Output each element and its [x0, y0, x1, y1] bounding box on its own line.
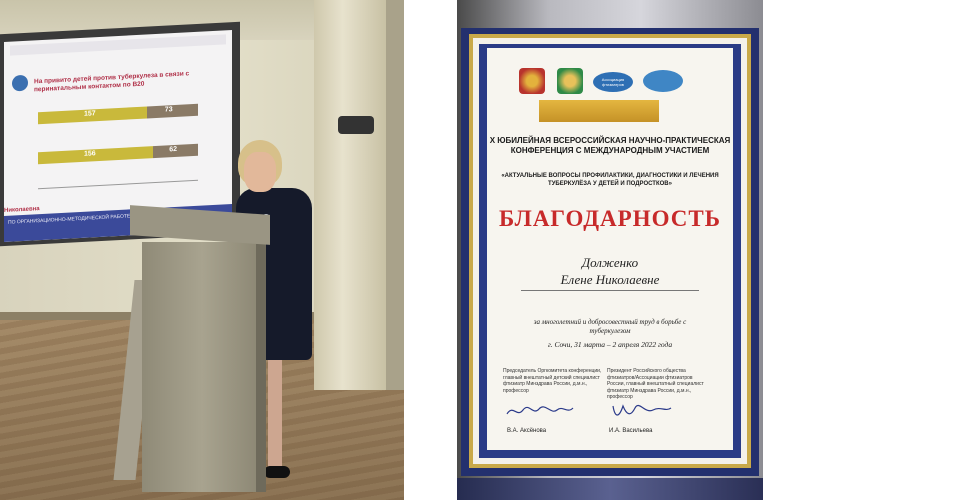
signer-right-role: Президент Российского общества фтизиатров/Ассоциации фтизиатров России, главный внештатный специалист фтизиатр Минздрава России, д.м.н., профессор: [607, 368, 704, 400]
speaker-shoe: [264, 466, 290, 478]
signer-left-role: Председатель Оргкомитета конференции, главный внештатный детский специалист фтизиатр Минздрава России, д.м.н., профессор: [503, 368, 602, 394]
speaker-face: [244, 152, 276, 192]
slide-footer-text: ПО ОРГАНИЗАЦИОННО-МЕТОДИЧЕСКОЙ РАБОТЕ: [8, 213, 131, 226]
russia-coat-of-arms-icon: [519, 68, 545, 94]
slide-bar-value: 156: [84, 150, 96, 158]
society-logo-icon: [643, 70, 683, 92]
recipient-given-names: Елене Николаевне: [560, 272, 660, 287]
recipient-name: [487, 254, 733, 288]
signer-right-name: И.А. Васильева: [609, 428, 653, 434]
slide-axis: [38, 180, 198, 189]
speaker-leg: [268, 360, 282, 470]
conference-photo: [0, 0, 404, 500]
conference-theme: «АКТУАЛЬНЫЕ ВОПРОСЫ ПРОФИЛАКТИКИ, ДИАГНОСТИКИ И ЛЕЧЕНИЯ ТУБЕРКУЛЁЗА У ДЕТЕЙ И ПОДРОСТКОВ»: [501, 173, 719, 187]
slide-bar-segment-b: [153, 144, 198, 158]
podium: [142, 242, 262, 492]
recipient-surname: Долженко: [581, 255, 639, 270]
krasnodar-coat-of-arms-icon: [557, 68, 583, 94]
award-reason: за многолетний и добросовестный труд в борьбе с туберкулезом: [533, 318, 687, 335]
certificate-heading: БЛАГОДАРНОСТЬ: [499, 206, 721, 231]
certificate-photo: [457, 0, 763, 500]
signature-right-icon: [609, 402, 679, 420]
slide-bar-value: 73: [164, 106, 173, 114]
signature-left-icon: [505, 402, 575, 420]
phthisiatrician-association-logo-icon: [593, 72, 633, 92]
building-emblem-icon: [539, 100, 659, 122]
conference-title: X ЮБИЛЕЙНАЯ ВСЕРОССИЙСКАЯ НАУЧНО-ПРАКТИЧЕСКАЯ КОНФЕРЕНЦИЯ С МЕЖДУНАРОДНЫМ УЧАСТИЕМ: [489, 136, 731, 155]
pillar-edge: [386, 0, 404, 390]
place-and-date: г. Сочи, 31 марта – 2 апреля 2022 года: [547, 340, 673, 349]
frame-bottom: [457, 478, 763, 500]
slide-bar-value: 62: [169, 145, 177, 154]
slide-bar-segment-b: [147, 104, 198, 119]
name-underline: [521, 290, 699, 291]
podium-edge: [256, 244, 266, 492]
slide-bar-segment-a: [38, 106, 147, 124]
logo-text: Ассоциация фтизиатров: [601, 77, 625, 87]
slide-bar-segment-a: [38, 146, 153, 164]
slide-title: На привито детей против туберкулеза в связи с перинатальным контактом по В20: [34, 70, 190, 94]
wall-pillar: [314, 0, 386, 390]
signer-left-name: В.А. Аксёнова: [507, 428, 547, 434]
slide-bar-row-1: [38, 104, 198, 124]
slide-footer-name: Николаевна: [4, 206, 40, 214]
slide-bar-value: 157: [84, 110, 96, 118]
slide-bar-row-2: [38, 144, 198, 164]
slide-logo-icon: [12, 75, 28, 92]
wall-lamp: [338, 116, 374, 134]
